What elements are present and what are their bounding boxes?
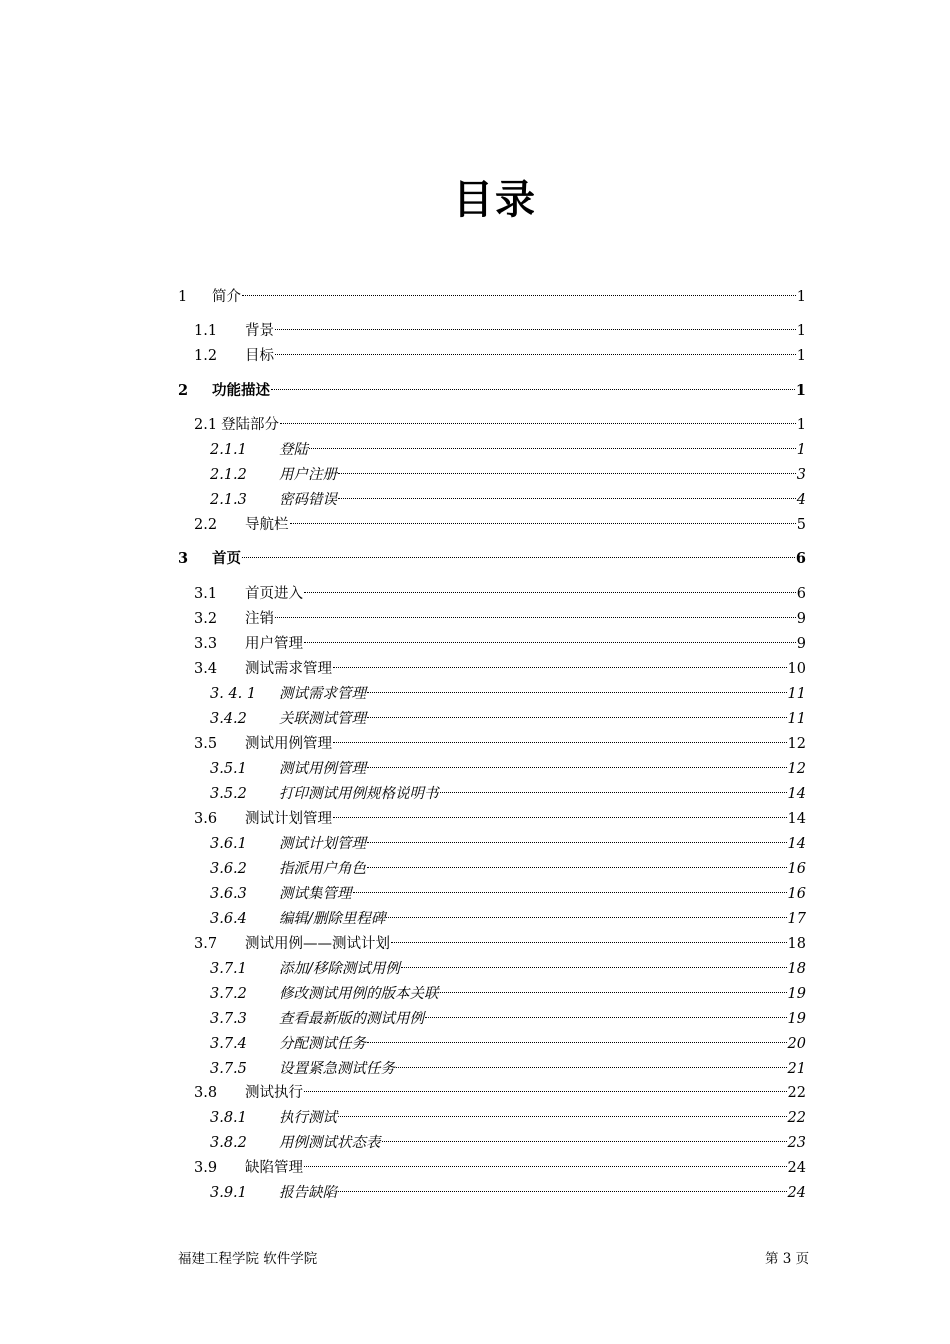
toc-entry[interactable] <box>194 626 806 652</box>
toc-entry[interactable] <box>194 726 806 752</box>
footer-page-number: 第 3 页 <box>765 1251 810 1267</box>
toc-entry[interactable] <box>194 407 806 433</box>
toc-entry[interactable] <box>210 1001 806 1027</box>
toc-entry-page: 17 <box>787 911 806 927</box>
toc-dot-leader <box>440 976 787 998</box>
toc-dot-leader <box>367 701 787 723</box>
toc-entry-number: 3.2 <box>194 611 218 627</box>
toc-dot-leader <box>275 601 796 623</box>
toc-entry-title: 密码错误 <box>279 492 337 508</box>
toc-entry[interactable] <box>210 776 806 802</box>
toc-entry-page: 11 <box>787 711 806 727</box>
toc-entry-page: 22 <box>787 1085 806 1101</box>
toc-entry-number: 2.2 <box>194 517 218 533</box>
toc-entry-number: 3.5 <box>194 736 218 752</box>
toc-entry-page: 5 <box>796 517 806 533</box>
toc-entry[interactable] <box>194 1150 806 1176</box>
toc-dot-leader <box>333 801 787 823</box>
toc-entry[interactable] <box>194 651 806 677</box>
toc-entry-page: 6 <box>795 550 806 567</box>
toc-entry[interactable] <box>178 373 806 399</box>
toc-entry-number: 1.2 <box>194 348 218 364</box>
toc-entry-title: 指派用户角色 <box>279 861 366 877</box>
toc-entry-title: 用户注册 <box>279 467 337 483</box>
toc-entry-title: 功能描述 <box>212 382 270 399</box>
toc-entry[interactable] <box>210 1100 806 1126</box>
toc-dot-leader <box>280 407 796 429</box>
toc-entry[interactable] <box>210 1125 806 1151</box>
toc-entry-page: 10 <box>787 661 806 677</box>
toc-entry-title: 测试计划管理 <box>245 811 332 827</box>
toc-entry[interactable] <box>194 801 806 827</box>
toc-entry[interactable] <box>210 457 806 483</box>
toc-entry-title: 测试需求管理 <box>245 661 332 677</box>
toc-entry-page: 6 <box>796 586 806 602</box>
toc-dot-leader <box>242 279 796 301</box>
toc-dot-leader <box>425 1001 787 1023</box>
toc-entry[interactable] <box>210 676 806 702</box>
toc-entry-title: 用户管理 <box>245 636 303 652</box>
toc-entry[interactable] <box>194 601 806 627</box>
toc-entry-title: 导航栏 <box>245 517 289 533</box>
toc-entry-number: 3.5.2 <box>210 786 247 802</box>
toc-entry[interactable] <box>210 432 806 458</box>
toc-entry-title: 编辑/删除里程碑 <box>279 911 386 927</box>
toc-entry-title: 简介 <box>212 289 241 305</box>
toc-dot-leader <box>367 1026 787 1048</box>
toc-dot-leader <box>275 313 796 335</box>
toc-entry[interactable] <box>210 482 806 508</box>
toc-entry-number: 3.4 <box>194 661 218 677</box>
toc-entry[interactable] <box>194 1075 806 1101</box>
toc-entry-title: 报告缺陷 <box>279 1185 337 1201</box>
toc-entry-page: 1 <box>796 289 806 305</box>
toc-entry-title: 测试执行 <box>245 1085 303 1101</box>
toc-entry[interactable] <box>210 976 806 1002</box>
toc-entry-title: 缺陷管理 <box>245 1160 303 1176</box>
toc-dot-leader <box>338 482 796 504</box>
footer-institution: 福建工程学院 软件学院 <box>178 1251 318 1267</box>
toc-entry[interactable] <box>210 876 806 902</box>
toc-dot-leader <box>386 901 786 923</box>
toc-entry-page: 4 <box>796 492 806 508</box>
toc-entry-page: 11 <box>787 686 806 702</box>
toc-dot-leader <box>396 1051 787 1073</box>
toc-dot-leader <box>309 432 796 454</box>
toc-entry[interactable] <box>210 826 806 852</box>
toc-dot-leader <box>440 776 787 798</box>
toc-dot-leader <box>304 626 796 648</box>
toc-entry-title: 登陆部分 <box>221 417 280 433</box>
toc-entry-number: 3.7.1 <box>210 961 247 977</box>
toc-entry-number: 2.1.3 <box>210 492 247 508</box>
toc-entry-number: 3.9 <box>194 1160 218 1176</box>
toc-entry[interactable] <box>178 541 806 567</box>
toc-entry[interactable] <box>210 901 806 927</box>
toc-entry-title: 登陆 <box>279 442 308 458</box>
toc-entry-title: 首页 <box>212 550 241 567</box>
toc-dot-leader <box>275 338 796 360</box>
toc-entry-title: 注销 <box>245 611 274 627</box>
toc-entry-page: 14 <box>787 786 806 802</box>
toc-entry-number: 3.6.1 <box>210 836 247 852</box>
toc-entry-number: 3.7.2 <box>210 986 247 1002</box>
toc-entry-page: 3 <box>796 467 806 483</box>
toc-entry-number: 3.7.5 <box>210 1061 247 1077</box>
toc-entry-title: 执行测试 <box>279 1110 337 1126</box>
toc-dot-leader <box>367 851 787 873</box>
toc-entry-page: 9 <box>796 636 806 652</box>
toc-entry-page: 16 <box>787 861 806 877</box>
toc-entry-title: 打印测试用例规格说明书 <box>279 786 439 802</box>
toc-dot-leader <box>290 507 796 529</box>
toc-entry-number: 3.1 <box>194 586 218 602</box>
toc-entry[interactable] <box>210 1051 806 1077</box>
toc-entry-title: 测试计划管理 <box>279 836 366 852</box>
toc-entry-number: 2.1.1 <box>210 442 247 458</box>
toc-entry-title: 测试集管理 <box>279 886 352 902</box>
toc-entry-page: 20 <box>787 1036 806 1052</box>
toc-entry-title: 用例测试状态表 <box>279 1135 381 1151</box>
toc-dot-leader <box>333 726 787 748</box>
toc-entry-number: 3 <box>178 550 189 567</box>
toc-entry-number: 3.8.1 <box>210 1110 247 1126</box>
page-title: 目录 <box>453 177 537 223</box>
toc-entry-number: 3.7.3 <box>210 1011 247 1027</box>
toc-entry[interactable] <box>210 1026 806 1052</box>
toc-entry-number: 3.7.4 <box>210 1036 247 1052</box>
toc-entry-number: 3.8 <box>194 1085 218 1101</box>
toc-entry[interactable] <box>210 851 806 877</box>
toc-entry-page: 1 <box>796 442 806 458</box>
toc-entry-title: 修改测试用例的版本关联 <box>279 986 439 1002</box>
toc-dot-leader <box>401 951 787 973</box>
toc-entry-page: 9 <box>796 611 806 627</box>
toc-dot-leader <box>367 676 787 698</box>
toc-entry-number: 3.6.2 <box>210 861 247 877</box>
toc-entry-number: 3.6.4 <box>210 911 247 927</box>
toc-entry-page: 1 <box>796 348 806 364</box>
toc-entry[interactable] <box>194 576 806 602</box>
toc-entry-page: 18 <box>787 961 806 977</box>
toc-dot-leader <box>338 457 796 479</box>
toc-entry-number: 1.1 <box>194 323 218 339</box>
toc-entry-title: 查看最新版的测试用例 <box>279 1011 424 1027</box>
toc-dot-leader <box>367 751 787 773</box>
toc-dot-leader <box>304 576 796 598</box>
toc-entry-page: 24 <box>787 1185 806 1201</box>
toc-dot-leader <box>304 1075 787 1097</box>
toc-dot-leader <box>333 651 787 673</box>
toc-entry-page: 19 <box>787 986 806 1002</box>
toc-entry-title: 首页进入 <box>245 586 303 602</box>
toc-entry-title: 测试用例管理 <box>279 761 366 777</box>
toc-dot-leader <box>304 1150 787 1172</box>
toc-entry-title: 测试需求管理 <box>279 686 366 702</box>
toc-dot-leader <box>391 926 787 948</box>
toc-dot-leader <box>367 826 787 848</box>
toc-entry-page: 19 <box>787 1011 806 1027</box>
toc-entry-page: 14 <box>787 811 806 827</box>
toc-entry-page: 1 <box>796 417 806 433</box>
toc-dot-leader <box>382 1125 787 1147</box>
toc-entry[interactable] <box>210 951 806 977</box>
toc-entry-number: 2 <box>178 382 189 399</box>
toc-entry-title: 测试用例管理 <box>245 736 332 752</box>
toc-entry-page: 24 <box>787 1160 806 1176</box>
toc-entry[interactable] <box>194 338 806 364</box>
toc-entry-number: 1 <box>178 289 188 305</box>
toc-entry-page: 23 <box>787 1135 806 1151</box>
toc-entry-number: 3.5.1 <box>210 761 247 777</box>
toc-entry-page: 1 <box>796 323 806 339</box>
toc-entry-page: 16 <box>787 886 806 902</box>
toc-entry-number: 2.1.2 <box>210 467 247 483</box>
toc-entry-title: 测试用例——测试计划 <box>245 936 390 952</box>
toc-entry-page: 22 <box>787 1110 806 1126</box>
toc-entry-title: 背景 <box>245 323 274 339</box>
toc-entry-page: 18 <box>787 936 806 952</box>
toc-dot-leader <box>242 541 795 563</box>
toc-entry[interactable] <box>178 279 806 305</box>
toc-dot-leader <box>338 1175 787 1197</box>
toc-entry-number: 2.1 <box>194 417 218 433</box>
toc-entry[interactable] <box>194 313 806 339</box>
toc-entry-page: 12 <box>787 761 806 777</box>
toc-entry-page: 14 <box>787 836 806 852</box>
toc-entry-number: 3.8.2 <box>210 1135 247 1151</box>
toc-entry-number: 3.6 <box>194 811 218 827</box>
toc-entry[interactable] <box>210 1175 806 1201</box>
toc-entry-title: 目标 <box>245 348 274 364</box>
toc-entry-title: 关联测试管理 <box>279 711 366 727</box>
toc-entry-page: 1 <box>795 382 806 399</box>
toc-dot-leader <box>338 1100 787 1122</box>
toc-entry-title: 分配测试任务 <box>279 1036 366 1052</box>
toc-dot-leader <box>271 373 795 395</box>
toc-entry-number: 3.9.1 <box>210 1185 247 1201</box>
toc-entry-title: 设置紧急测试任务 <box>279 1061 395 1077</box>
toc-entry[interactable] <box>210 751 806 777</box>
toc-entry-number: 3.7 <box>194 936 218 952</box>
toc-entry[interactable] <box>194 926 806 952</box>
toc-dot-leader <box>353 876 787 898</box>
toc-entry[interactable] <box>210 701 806 727</box>
toc-entry-number: 3.6.3 <box>210 886 247 902</box>
toc-entry[interactable] <box>194 507 806 533</box>
toc-entry-number: 3.4.2 <box>210 711 247 727</box>
toc-entry-page: 21 <box>787 1061 806 1077</box>
toc-entry-page: 12 <box>787 736 806 752</box>
toc-entry-number: 3.3 <box>194 636 218 652</box>
toc-entry-number: 3. 4. 1 <box>210 686 257 702</box>
toc-entry-title: 添加/移除测试用例 <box>279 961 400 977</box>
